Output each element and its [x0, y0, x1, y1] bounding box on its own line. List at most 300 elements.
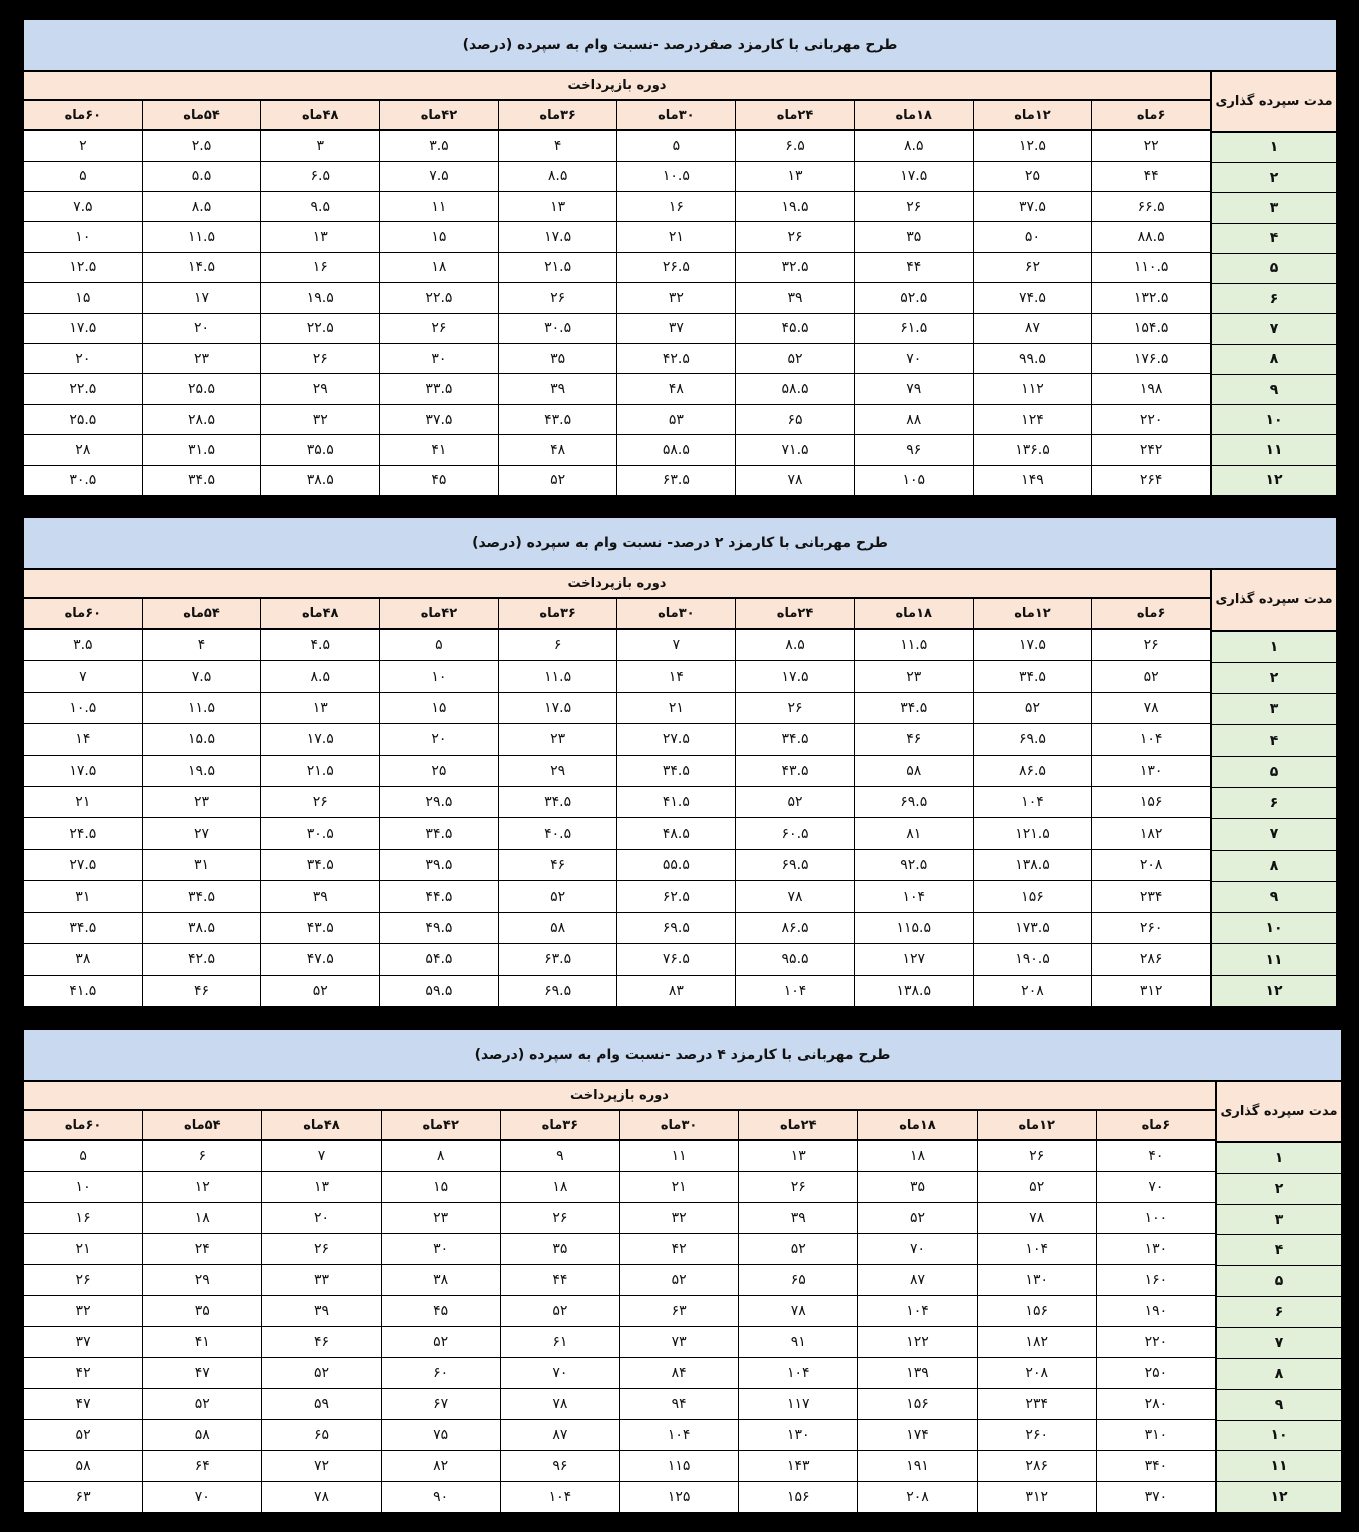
table-cell: ۲۰۸: [1091, 850, 1210, 880]
table-cell: ۲۸: [75, 441, 91, 458]
table-row: [24, 881, 1210, 912]
table-cell: ۳۵: [498, 344, 617, 373]
table-cell: ۵۲.۵: [854, 283, 973, 312]
table-cell: ۵۸: [498, 913, 617, 943]
table-cell: ۲۱.۵: [260, 756, 379, 786]
table-cell: ۶۵: [261, 1420, 380, 1450]
column-header: ۱۲ماه: [973, 101, 1092, 129]
deposit-duration-label: ۵: [1212, 757, 1336, 788]
table-cell: ۲۳: [854, 661, 973, 691]
table-cell: ۸۱: [854, 818, 973, 848]
table-cell: ۲۳: [142, 787, 261, 817]
table-cell: ۲۶: [500, 1203, 619, 1233]
table-cell: ۴۷: [142, 1358, 261, 1388]
table-cell: ۱۹.۵: [260, 283, 379, 312]
table-cell: ۲۳: [142, 344, 261, 373]
table-cell: ۳۳.۵: [379, 374, 498, 403]
table-cell: ۱۳۰: [1091, 756, 1210, 786]
table-cell: ۳۷: [75, 1334, 91, 1351]
table-cell: ۲۱: [75, 1241, 91, 1258]
table-row: [24, 1420, 1215, 1451]
table-cell: ۲۳۴: [977, 1389, 1096, 1419]
table-cell: ۱۰.۵: [69, 699, 97, 716]
table-cell: ۶۹.۵: [735, 850, 854, 880]
table-cell: ۸۴: [619, 1358, 738, 1388]
table-cell: ۹۵.۵: [735, 944, 854, 974]
table-cell: ۵.۵: [142, 162, 261, 191]
table-cell: ۳.۵: [379, 131, 498, 160]
table-cell: ۲۶: [498, 283, 617, 312]
table-cell: ۵۸.۵: [735, 374, 854, 403]
table-cell: ۱۷.۵: [498, 693, 617, 723]
table-cell: ۳۴.۵: [854, 693, 973, 723]
deposit-duration-label: ۱۰: [1212, 913, 1336, 944]
table-cell: ۱۰۴: [1091, 724, 1210, 754]
table-cell: ۱۹.۵: [142, 756, 261, 786]
table-cell: ۷۰: [1096, 1172, 1215, 1202]
table-title: طرح مهربانی با کارمزد صفردرصد -نسبت وام به سپرده (درصد): [24, 20, 1336, 72]
table-cell: ۱۵۶: [738, 1482, 857, 1512]
table-cell: ۱۰: [75, 1179, 91, 1196]
table-cell: ۳۱۰: [1096, 1420, 1215, 1450]
table-cell: ۳۸.۵: [142, 913, 261, 943]
table-cell: ۲۰۸: [973, 976, 1092, 1006]
deposit-duration-label: ۲: [1217, 1174, 1341, 1205]
column-header: ۶۰ماه: [64, 107, 102, 123]
table-cell: ۵: [79, 168, 87, 185]
table-cell: ۳۹: [260, 881, 379, 911]
table-cell: ۱۱.۵: [142, 222, 261, 251]
table-cell: ۳۴.۵: [142, 466, 261, 495]
table-cell: ۱۵۶: [977, 1296, 1096, 1326]
table-cell: ۱۹۰: [1096, 1296, 1215, 1326]
deposit-duration-label: ۹: [1212, 375, 1336, 405]
table-cell: ۱۵.۵: [142, 724, 261, 754]
table-cell: ۲۰: [142, 314, 261, 343]
deposit-duration-label: ۶: [1212, 788, 1336, 819]
table-cell: ۲۷: [142, 818, 261, 848]
table-cell: ۲۸.۵: [142, 405, 261, 434]
table-cell: ۹.۵: [260, 192, 379, 221]
deposit-duration-label: ۱۱: [1212, 944, 1336, 975]
table-cell: ۱۷۴: [857, 1420, 976, 1450]
table-cell: ۲۲: [1091, 131, 1210, 160]
table-cell: ۳۸: [75, 951, 91, 968]
table-cell: ۸.۵: [735, 630, 854, 660]
table-cell: ۱۸: [142, 1203, 261, 1233]
table-row: [24, 724, 1210, 755]
deposit-duration-label: ۲: [1212, 663, 1336, 694]
deposit-duration-label: ۱۱: [1212, 435, 1336, 465]
table-cell: ۱۱.۵: [498, 661, 617, 691]
column-header: ۶۰ماه: [64, 1117, 102, 1133]
table-cell: ۲۶: [260, 787, 379, 817]
table-cell: ۷۸: [738, 1296, 857, 1326]
deposit-duration-column: [1215, 1082, 1341, 1512]
column-header: ۱۲ماه: [973, 599, 1092, 627]
table-cell: ۱۲.۵: [973, 131, 1092, 160]
table-row: [24, 756, 1210, 787]
table-cell: ۴۱.۵: [616, 787, 735, 817]
column-header: ۴۲ماه: [381, 1111, 500, 1139]
column-header: ۴۸ماه: [261, 1111, 380, 1139]
table-grid: [24, 570, 1336, 1006]
table-cell: ۵۹: [261, 1389, 380, 1419]
table-cell: ۳.۵: [73, 637, 93, 654]
table-cell: ۱۸۲: [1091, 818, 1210, 848]
table-cell: ۸۳: [616, 976, 735, 1006]
table-cell: ۱۵: [381, 1172, 500, 1202]
table-cell: ۱۳۶.۵: [973, 435, 1092, 464]
table-cell: ۲۹: [498, 756, 617, 786]
table-cell: ۱۷.۵: [260, 724, 379, 754]
table-cell: ۲۶.۵: [616, 253, 735, 282]
repayment-period-header: دوره بازپرداخت: [24, 570, 1210, 599]
deposit-duration-label: ۱۲: [1212, 466, 1336, 495]
table-cell: ۴۵: [379, 466, 498, 495]
table-cell: ۶۳.۵: [616, 466, 735, 495]
table-cell: ۱۷.۵: [498, 222, 617, 251]
repayment-section: [24, 570, 1210, 1006]
deposit-duration-label: ۵: [1212, 254, 1336, 284]
table-cell: ۷.۵: [73, 198, 93, 215]
deposit-duration-label: ۷: [1212, 819, 1336, 850]
table-cell: ۱۰۰: [1096, 1203, 1215, 1233]
table-cell: ۱۳۰: [977, 1265, 1096, 1295]
table-cell: ۹: [500, 1141, 619, 1171]
table-cell: ۱۹۰.۵: [973, 944, 1092, 974]
table-row: [24, 850, 1210, 881]
table-cell: ۱۶: [616, 192, 735, 221]
table-cell: ۳۸: [381, 1265, 500, 1295]
column-header: ۱۸ماه: [857, 1111, 976, 1139]
table-cell: ۷۸: [735, 466, 854, 495]
table-cell: ۴۴.۵: [379, 881, 498, 911]
table-cell: ۲۸۶: [977, 1451, 1096, 1481]
table-cell: ۱۱۲: [973, 374, 1092, 403]
table-cell: ۳۲.۵: [735, 253, 854, 282]
table-cell: ۱۸: [500, 1172, 619, 1202]
table-cell: ۲۹: [142, 1265, 261, 1295]
deposit-duration-label: ۳: [1212, 193, 1336, 223]
table-cell: ۶۹.۵: [616, 913, 735, 943]
table-cell: ۳۰.۵: [260, 818, 379, 848]
table-cell: ۴۸: [616, 374, 735, 403]
column-header: ۴۸ماه: [260, 599, 379, 627]
column-header: ۲۴ماه: [735, 101, 854, 129]
table-cell: ۵۴.۵: [379, 944, 498, 974]
table-row: [24, 693, 1210, 724]
table-cell: ۶۳.۵: [498, 944, 617, 974]
table-cell: ۳۱: [142, 850, 261, 880]
table-cell: ۶: [498, 630, 617, 660]
table-cell: ۲۶: [854, 192, 973, 221]
table-cell: ۴۴: [854, 253, 973, 282]
table-cell: ۴۳.۵: [498, 405, 617, 434]
table-cell: ۱۸: [379, 253, 498, 282]
deposit-duration-label: ۲: [1212, 163, 1336, 193]
table-cell: ۳۵: [857, 1172, 976, 1202]
table-cell: ۶۴: [142, 1451, 261, 1481]
deposit-duration-header: مدت سپرده گذاری: [1212, 570, 1336, 632]
table-cell: ۲۹: [260, 374, 379, 403]
table-cell: ۳۰: [379, 344, 498, 373]
table-cell: ۴۰.۵: [498, 818, 617, 848]
table-cell: ۱۳: [260, 222, 379, 251]
table-cell: ۲۲.۵: [379, 283, 498, 312]
table-cell: ۴: [142, 630, 261, 660]
table-cell: ۱۳: [260, 693, 379, 723]
table-cell: ۱۷۳.۵: [973, 913, 1092, 943]
table-cell: ۵۲: [973, 693, 1092, 723]
table-cell: ۲۶: [735, 222, 854, 251]
table-row: [24, 818, 1210, 849]
column-header: ۳۰ماه: [616, 101, 735, 129]
table-cell: ۴۳.۵: [260, 913, 379, 943]
table-cell: ۵۲: [738, 1234, 857, 1264]
table-cell: ۱۷: [142, 283, 261, 312]
table-cell: ۱۳: [498, 192, 617, 221]
table-row: [24, 944, 1210, 975]
table-cell: ۴.۵: [260, 630, 379, 660]
table-cell: ۱۷۶.۵: [1091, 344, 1210, 373]
column-header-row: [24, 1111, 1215, 1141]
table-cell: ۶۳: [75, 1488, 91, 1505]
deposit-duration-label: ۱: [1212, 133, 1336, 163]
table-cell: ۳۲: [75, 1303, 91, 1320]
column-header: ۴۸ماه: [260, 101, 379, 129]
table-cell: ۱۰۴: [973, 787, 1092, 817]
table-cell: ۸۷: [857, 1265, 976, 1295]
table-cell: ۲۶۰: [977, 1420, 1096, 1450]
table-cell: ۱۵۶: [1091, 787, 1210, 817]
table-cell: ۱۷.۵: [854, 162, 973, 191]
table-cell: ۱۳۰: [738, 1420, 857, 1450]
deposit-duration-label: ۴: [1212, 725, 1336, 756]
deposit-duration-label: ۳: [1217, 1205, 1341, 1236]
table-cell: ۳۵.۵: [260, 435, 379, 464]
deposit-duration-label: ۷: [1212, 314, 1336, 344]
table-cell: ۱۲۴: [973, 405, 1092, 434]
table-row: [24, 435, 1210, 465]
table-cell: ۵۲: [498, 466, 617, 495]
table-cell: ۹۶: [854, 435, 973, 464]
table-cell: ۱۶۰: [1096, 1265, 1215, 1295]
table-cell: ۳۴.۵: [260, 850, 379, 880]
column-header-row: [24, 101, 1210, 131]
deposit-duration-header: مدت سپرده گذاری: [1212, 72, 1336, 133]
deposit-duration-label: ۱: [1212, 632, 1336, 663]
table-cell: ۴۹.۵: [379, 913, 498, 943]
table-cell: ۲۱: [75, 794, 91, 811]
table-cell: ۵۳: [616, 405, 735, 434]
table-cell: ۸۷: [973, 314, 1092, 343]
table-cell: ۶۳: [619, 1296, 738, 1326]
table-cell: ۷.۵: [142, 661, 261, 691]
table-cell: ۱۷.۵: [973, 630, 1092, 660]
deposit-duration-label: ۴: [1217, 1235, 1341, 1266]
table-cell: ۱۴۹: [973, 466, 1092, 495]
table-cell: ۲۲۰: [1091, 405, 1210, 434]
table-cell: ۳۵: [500, 1234, 619, 1264]
table-cell: ۳۹.۵: [379, 850, 498, 880]
table-cell: ۱۵۶: [857, 1389, 976, 1419]
table-cell: ۱۱.۵: [854, 630, 973, 660]
table-cell: ۱۳۸.۵: [854, 976, 973, 1006]
table-cell: ۱۳: [735, 162, 854, 191]
table-cell: ۱۳۹: [857, 1358, 976, 1388]
table-cell: ۴۲.۵: [616, 344, 735, 373]
table-cell: ۲۶: [260, 344, 379, 373]
table-row: [24, 222, 1210, 252]
table-cell: ۲۴۲: [1091, 435, 1210, 464]
table-cell: ۸۶.۵: [973, 756, 1092, 786]
table-row: [24, 661, 1210, 692]
deposit-duration-label: ۳: [1212, 694, 1336, 725]
table-cell: ۸۷: [500, 1420, 619, 1450]
table-cell: ۴۸.۵: [616, 818, 735, 848]
table-cell: ۷۰: [854, 344, 973, 373]
table-cell: ۵۸: [142, 1420, 261, 1450]
table-cell: ۶: [142, 1141, 261, 1171]
table-cell: ۲۶: [1091, 630, 1210, 660]
table-cell: ۲۶: [261, 1234, 380, 1264]
table-cell: ۸۲: [381, 1451, 500, 1481]
table-cell: ۷۸: [500, 1389, 619, 1419]
table-row: [24, 787, 1210, 818]
table-title: طرح مهربانی با کارمزد ۴ درصد -نسبت وام به سپرده (درصد): [24, 1030, 1341, 1082]
table-cell: ۳۴.۵: [379, 818, 498, 848]
table-cell: ۷۰: [500, 1358, 619, 1388]
table-cell: ۱۲۷: [854, 944, 973, 974]
table-cell: ۳۳: [261, 1265, 380, 1295]
table-cell: ۶۹.۵: [498, 976, 617, 1006]
table-two-percent-fee: [24, 518, 1336, 1006]
table-cell: ۲۸۶: [1091, 944, 1210, 974]
table-cell: ۶۱: [500, 1327, 619, 1357]
deposit-duration-column: [1210, 72, 1336, 495]
table-cell: ۲۵: [973, 162, 1092, 191]
table-cell: ۲۷.۵: [69, 857, 97, 874]
table-cell: ۳۴.۵: [69, 919, 97, 936]
table-row: [24, 1203, 1215, 1234]
table-cell: ۶.۵: [260, 162, 379, 191]
deposit-duration-label: ۱۱: [1217, 1451, 1341, 1482]
table-cell: ۱۴.۵: [142, 253, 261, 282]
table-cell: ۶۲: [973, 253, 1092, 282]
table-cell: ۸.۵: [498, 162, 617, 191]
column-header: ۶ماه: [1091, 101, 1210, 129]
table-cell: ۷: [261, 1141, 380, 1171]
table-cell: ۲۶۰: [1091, 913, 1210, 943]
column-header: ۲۴ماه: [738, 1111, 857, 1139]
table-cell: ۲۰: [379, 724, 498, 754]
table-cell: ۱۹.۵: [735, 192, 854, 221]
table-cell: ۵۸: [854, 756, 973, 786]
table-cell: ۱۷.۵: [69, 320, 97, 337]
table-row: [24, 1296, 1215, 1327]
table-cell: ۴۴: [1091, 162, 1210, 191]
table-cell: ۷۸: [1091, 693, 1210, 723]
table-cell: ۹۱: [738, 1327, 857, 1357]
table-cell: ۱۳: [261, 1172, 380, 1202]
deposit-duration-label: ۸: [1212, 345, 1336, 375]
deposit-duration-label: ۱۲: [1217, 1482, 1341, 1512]
table-cell: ۱۳۸.۵: [973, 850, 1092, 880]
table-cell: ۱۱: [379, 192, 498, 221]
table-cell: ۱۰.۵: [616, 162, 735, 191]
table-cell: ۱۵: [379, 222, 498, 251]
deposit-duration-label: ۱۲: [1212, 976, 1336, 1006]
column-header: ۶ماه: [1091, 599, 1210, 627]
table-cell: ۵۸: [75, 1457, 91, 1474]
table-cell: ۷۰: [142, 1482, 261, 1512]
table-cell: ۵۲: [381, 1327, 500, 1357]
table-cell: ۱۱۰.۵: [1091, 253, 1210, 282]
table-cell: ۶۹.۵: [973, 724, 1092, 754]
table-cell: ۴۶: [854, 724, 973, 754]
table-cell: ۳۹: [498, 374, 617, 403]
table-cell: ۵۲: [261, 1358, 380, 1388]
table-cell: ۲۵.۵: [142, 374, 261, 403]
table-cell: ۲.۵: [142, 131, 261, 160]
column-header: ۱۸ماه: [854, 101, 973, 129]
table-cell: ۲۶۴: [1091, 466, 1210, 495]
table-cell: ۲۴.۵: [69, 825, 97, 842]
table-cell: ۴۲: [75, 1365, 91, 1382]
table-cell: ۷۸: [977, 1203, 1096, 1233]
table-cell: ۱۲۲: [857, 1327, 976, 1357]
table-cell: ۳۴.۵: [616, 756, 735, 786]
table-cell: ۲۳: [498, 724, 617, 754]
table-grid: [24, 1082, 1341, 1512]
table-cell: ۳۱.۵: [142, 435, 261, 464]
table-cell: ۶۲.۵: [616, 881, 735, 911]
table-cell: ۶۵: [738, 1265, 857, 1295]
table-cell: ۱۰۴: [977, 1234, 1096, 1264]
table-cell: ۷۵: [381, 1420, 500, 1450]
table-cell: ۷۳: [619, 1327, 738, 1357]
table-cell: ۷۱.۵: [735, 435, 854, 464]
table-cell: ۳۷: [616, 314, 735, 343]
table-cell: ۲۱.۵: [498, 253, 617, 282]
table-cell: ۱۴: [616, 661, 735, 691]
table-row: [24, 1265, 1215, 1296]
table-cell: ۲۵.۵: [69, 411, 97, 428]
table-row: [24, 405, 1210, 435]
table-cell: ۷۸: [261, 1482, 380, 1512]
table-cell: ۵۲: [260, 976, 379, 1006]
table-row: [24, 466, 1210, 495]
deposit-duration-label: ۱: [1217, 1143, 1341, 1174]
table-cell: ۸.۵: [854, 131, 973, 160]
table-cell: ۲۰: [261, 1203, 380, 1233]
table-cell: ۲۶: [977, 1141, 1096, 1171]
table-cell: ۱۶: [260, 253, 379, 282]
table-cell: ۶۶.۵: [1091, 192, 1210, 221]
table-cell: ۲۰۸: [857, 1482, 976, 1512]
table-cell: ۳۴.۵: [142, 881, 261, 911]
deposit-duration-label: ۹: [1217, 1390, 1341, 1421]
table-cell: ۵۲: [1091, 661, 1210, 691]
table-row: [24, 314, 1210, 344]
repayment-period-header: دوره بازپرداخت: [24, 72, 1210, 101]
table-cell: ۱۳۰: [1096, 1234, 1215, 1264]
table-row: [24, 1482, 1215, 1512]
table-cell: ۶۰: [381, 1358, 500, 1388]
table-cell: ۳۹: [735, 283, 854, 312]
table-cell: ۵۲: [142, 1389, 261, 1419]
